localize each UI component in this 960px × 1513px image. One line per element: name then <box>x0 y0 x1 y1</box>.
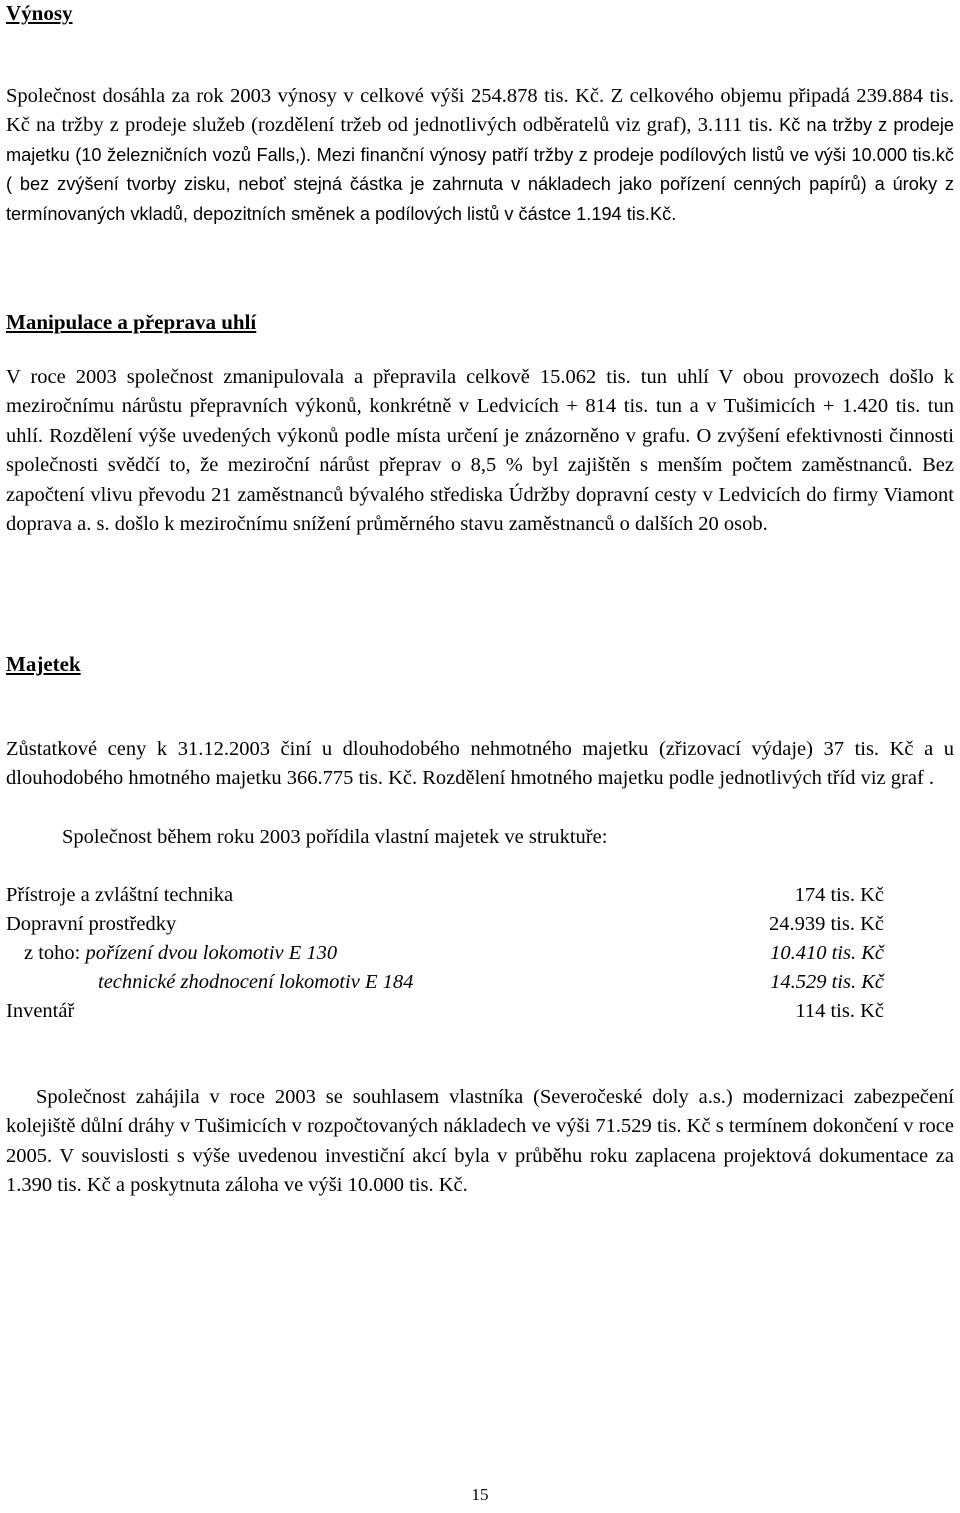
page-number: 15 <box>471 1485 489 1504</box>
paragraph-majetek-structure: Společnost během roku 2003 pořídila vlastní majetek ve struktuře: <box>62 826 608 848</box>
heading-manipulace: Manipulace a přeprava uhlí <box>6 310 257 334</box>
paragraph-majetek-investment: Společnost zahájila v roce 2003 se souhlasem vlastníka (Severočeské doly a.s.) modernizaci zabezpečení kolejiště důlní dráhy v Tušimicích v rozpočtovaných nákladech ve výši 71.529 tis. Kč s termínem dokončení v roce 2005. V souvislosti s výše uvedenou investiční akcí byla v průběhu roku zaplacena projektová dokumentace za 1.390 tis. Kč a poskytnuta záloha ve výši 10.000 tis. Kč. <box>6 1086 954 1197</box>
paragraph-manipulace: V roce 2003 společnost zmanipulovala a přepravila celkově 15.062 tis. tun uhlí V obou provozech došlo k meziročnímu nárůstu přepravních výkonů, konkrétně v Ledvicích + 814 tis. tun a v Tušimicích + 1.420 tis. tun uhlí. Rozdělení výše uvedených výkonů podle místa určení je znázorněno v grafu. O zvýšení efektivnosti činnosti společnosti svědčí to, že meziroční nárůst přeprav o 8,5 % byl zajištěn s menším počtem zaměstnanců. Bez započtení vlivu převodu 21 zaměstnanců bývalého střediska Údržby dopravní cesty v Ledvicích do firmy Viamont doprava a. s. došlo k meziročnímu snížení průměrného stavu zaměstnanců o dalších 20 osob. <box>6 366 954 536</box>
list-item <box>6 997 884 1026</box>
paragraph-vynosy <box>6 82 954 229</box>
list-item <box>6 939 884 968</box>
item-label: Inventář <box>6 1000 75 1022</box>
item-label: Dopravní prostředky <box>6 913 177 935</box>
item-value: 24.939 tis. Kč <box>768 913 884 935</box>
asset-acquisition-list <box>6 881 884 1026</box>
item-prefix: z toho: <box>24 942 86 964</box>
item-value: 114 tis. Kč <box>795 1000 884 1022</box>
heading-vynosy: Výnosy <box>6 1 73 25</box>
item-label: Přístroje a zvláštní technika <box>6 884 234 906</box>
list-item <box>6 881 884 910</box>
paragraph-majetek-balances: Zůstatkové ceny k 31.12.2003 činí u dlouhodobého nehmotného majetku (zřizovací výdaje) 37 tis. Kč a u dlouhodobého hmotného majetku 366.775 tis. Kč. Rozdělení hmotného majetku podle jednotlivých tříd viz graf . <box>6 738 954 790</box>
heading-majetek: Majetek <box>6 652 81 676</box>
item-label <box>24 939 337 968</box>
item-label: technické zhodnocení lokomotiv E 184 <box>98 971 414 993</box>
list-item <box>6 968 884 997</box>
item-label-italic: pořízení dvou lokomotiv E 130 <box>85 942 338 964</box>
item-value: 14.529 tis. Kč <box>770 971 884 993</box>
item-value: 174 tis. Kč <box>794 884 884 906</box>
paragraph-vynosy-sans: Kč na tržby z prodeje majetku (10 železničních vozů Falls,). Mezi finanční výnosy patří tržby z prodeje podílových listů ve výši 10.000 tis.kč ( bez zvýšení tvorby zisku, neboť stejná částka je zahrnuta v nákladech jako pořízení cenných papírů) a úroky z termínovaných vkladů, depozitních směnek a podílových listů v částce 1.194 tis.Kč. <box>6 115 954 224</box>
list-item <box>6 910 884 939</box>
item-value: 10.410 tis. Kč <box>770 942 884 964</box>
paragraph-vynosy-serif: Společnost dosáhla za rok 2003 výnosy v celkové výši 254.878 tis. Kč. Z celkového objemu připadá 239.884 tis. Kč na tržby z prodeje služeb (rozdělení tržeb od jednotlivých odběratelů viz graf), 3.111 tis. <box>6 85 954 137</box>
